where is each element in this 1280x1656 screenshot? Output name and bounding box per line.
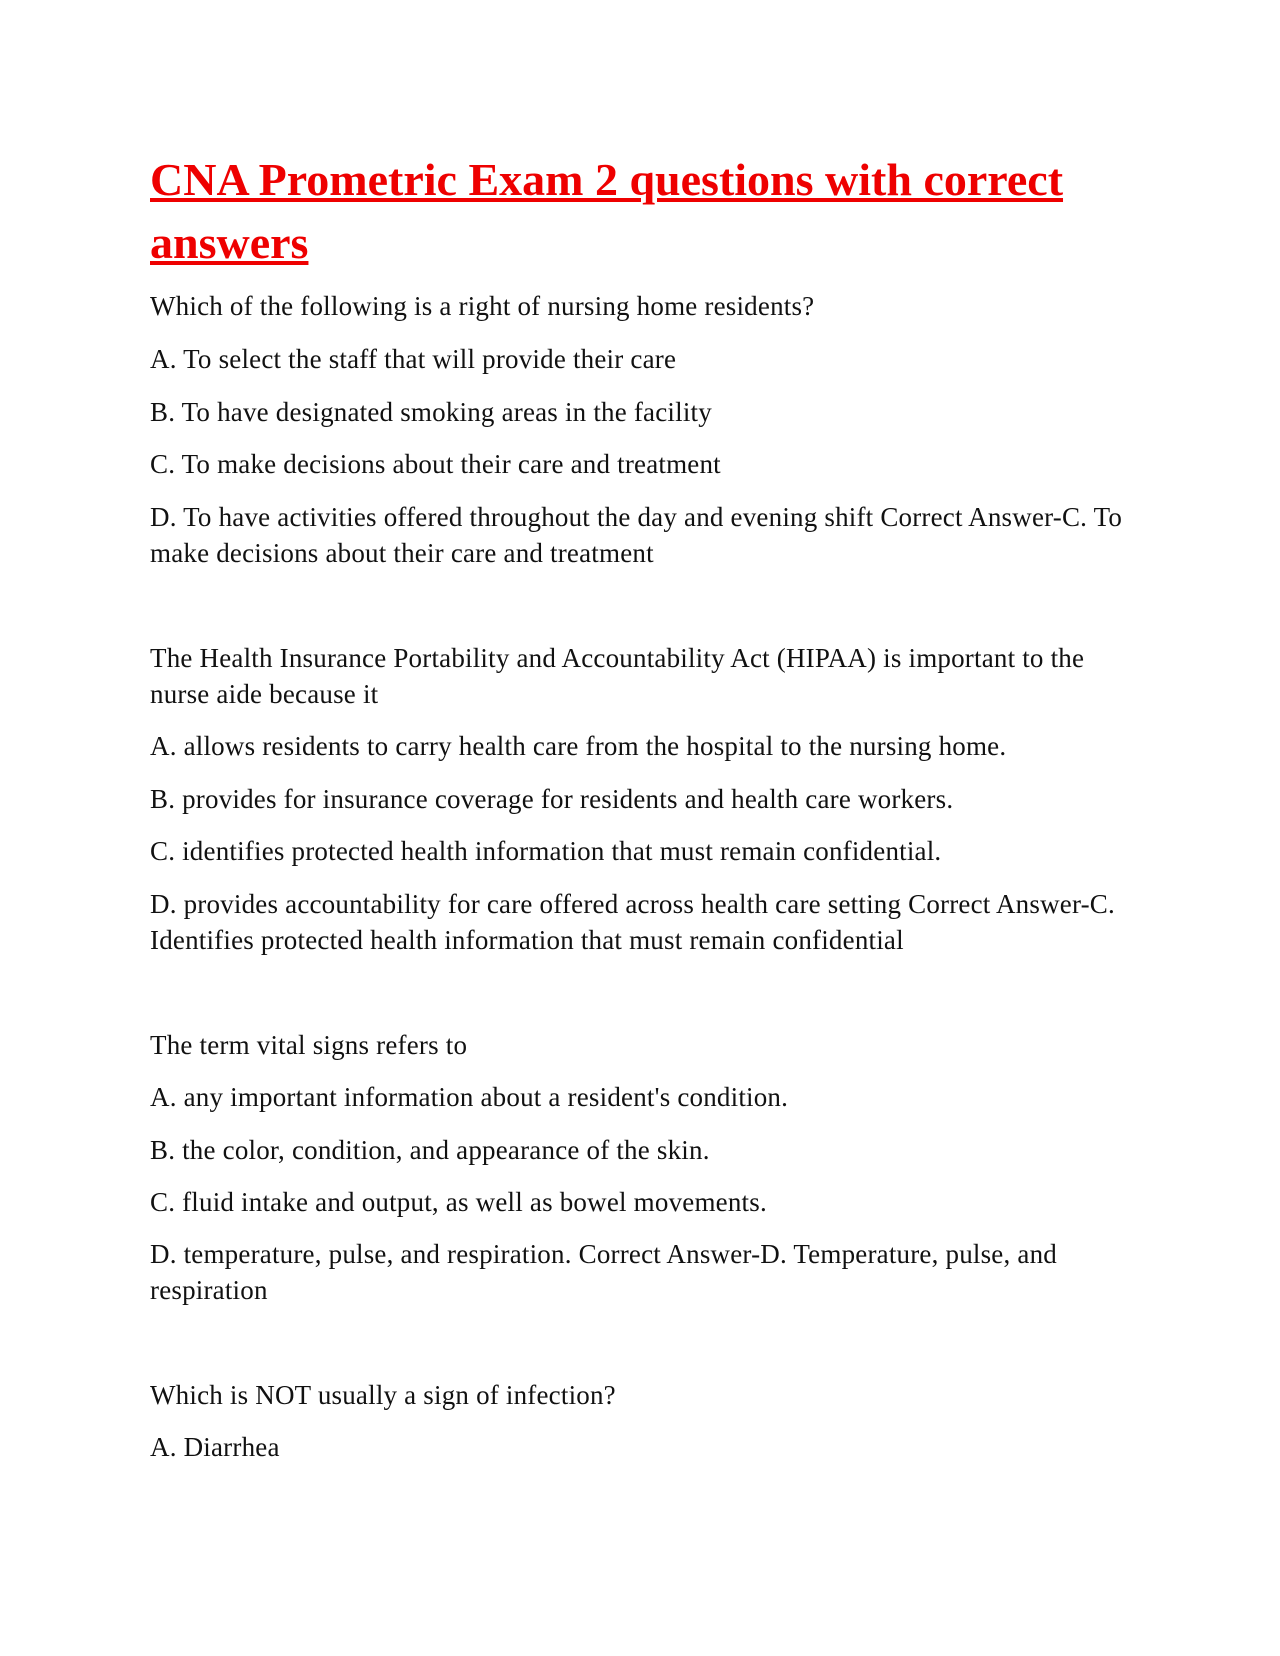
q2-option-a: A. allows residents to carry health care from the hospital to the nursing home. bbox=[150, 731, 1007, 761]
question-2: The Health Insurance Portability and Accountability Act (HIPAA) is important to the nurse aide because it bbox=[150, 643, 1085, 709]
document-title: CNA Prometric Exam 2 questions with correct answers bbox=[150, 154, 1064, 268]
q3-option-d-answer: D. temperature, pulse, and respiration. Correct Answer-D. Temperature, pulse, and respiration bbox=[150, 1239, 1057, 1305]
q2-option-b: B. provides for insurance coverage for residents and health care workers. bbox=[150, 784, 954, 814]
question-1: Which of the following is a right of nursing home residents? bbox=[150, 291, 815, 321]
q3-option-a: A. any important information about a resident's condition. bbox=[150, 1082, 789, 1112]
question-3: The term vital signs refers to bbox=[150, 1030, 468, 1060]
q1-option-d-answer: D. To have activities offered throughout the day and evening shift Correct Answer-C. To make decisions about their care and treatment bbox=[150, 502, 1123, 568]
question-4: Which is NOT usually a sign of infection? bbox=[150, 1380, 616, 1410]
q2-option-d-answer: D. provides accountability for care offered across health care setting Correct Answer-C. Identifies protected health information that must remain confidential bbox=[150, 889, 1115, 955]
q3-option-c: C. fluid intake and output, as well as bowel movements. bbox=[150, 1187, 767, 1217]
q1-option-a: A. To select the staff that will provide their care bbox=[150, 344, 677, 374]
q1-option-c: C. To make decisions about their care and treatment bbox=[150, 449, 721, 479]
q1-option-b: B. To have designated smoking areas in the facility bbox=[150, 397, 712, 427]
q3-option-b: B. the color, condition, and appearance of the skin. bbox=[150, 1135, 710, 1165]
q4-option-a: A. Diarrhea bbox=[150, 1432, 280, 1462]
q2-option-c: C. identifies protected health information that must remain confidential. bbox=[150, 836, 942, 866]
